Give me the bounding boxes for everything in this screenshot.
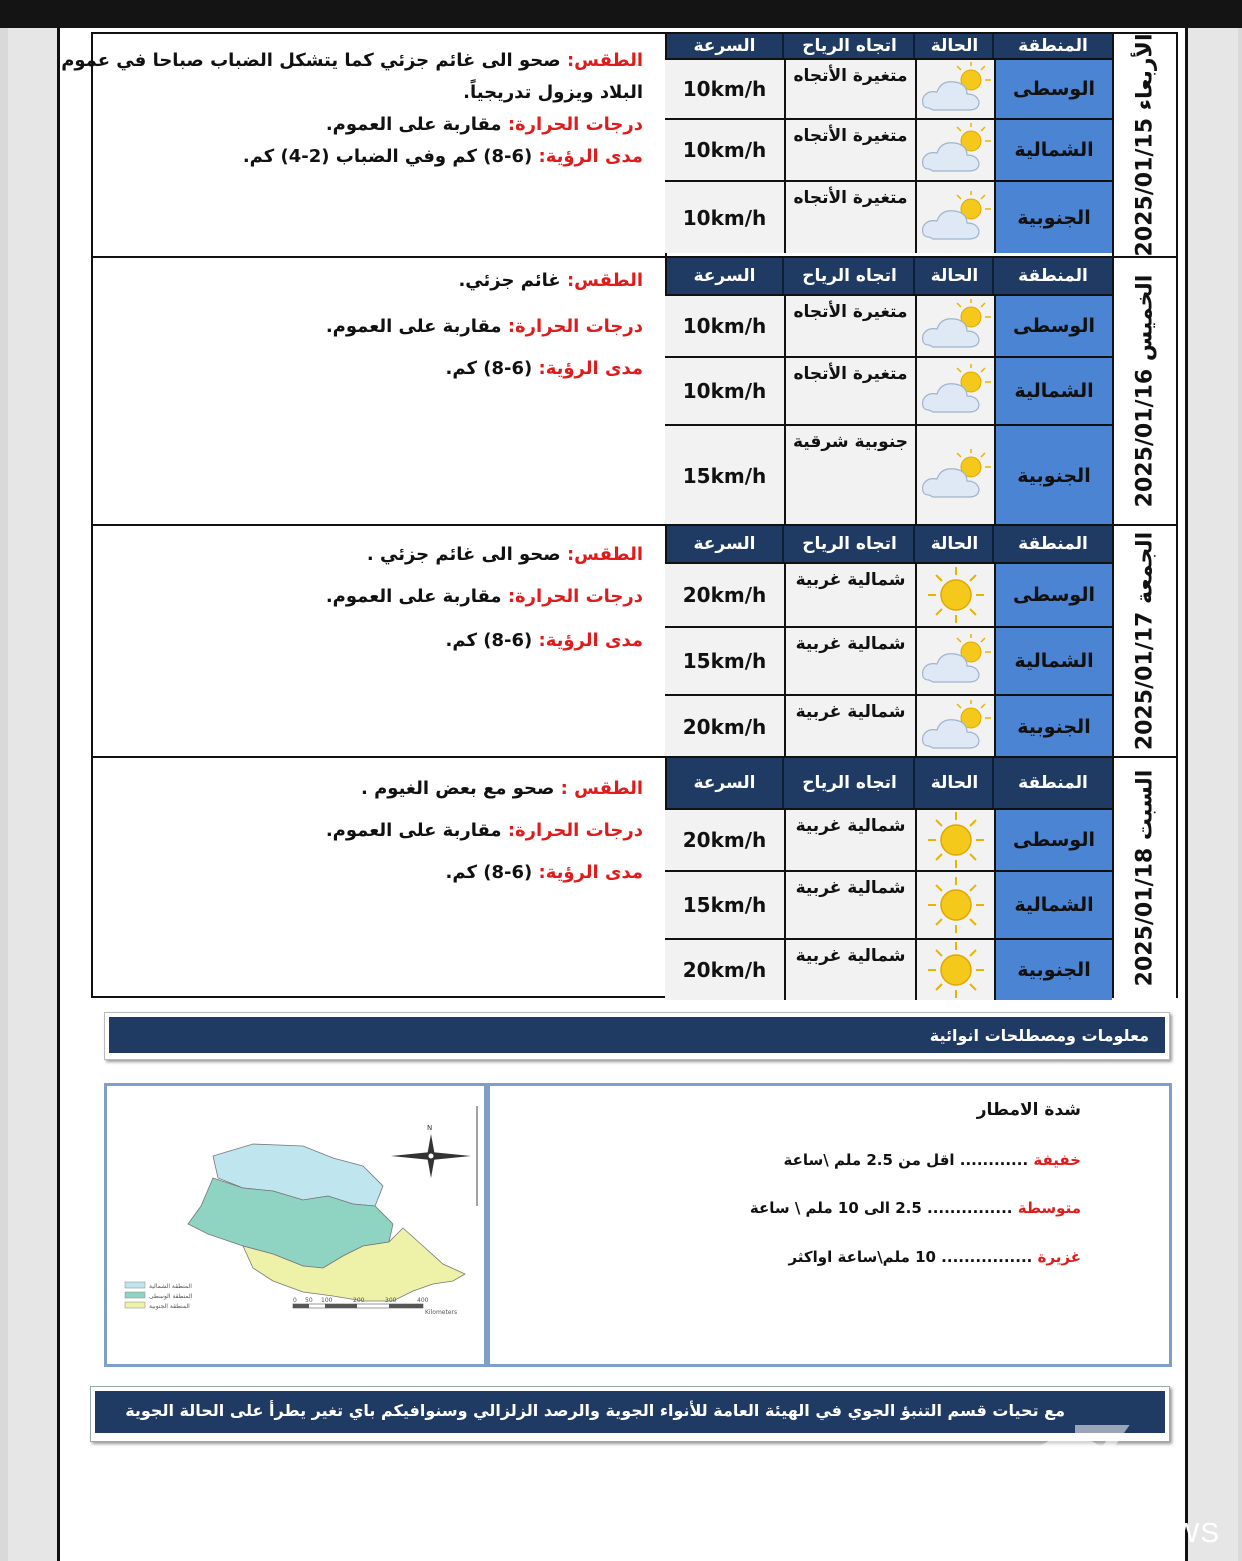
header-state: الحالة: [930, 266, 979, 286]
weather-line: الطقس: غائم جزئي.: [458, 270, 643, 291]
forecast-grid: [665, 526, 1112, 756]
region-cell: الجنوبية: [994, 426, 1112, 526]
wind-direction-cell: شمالية غربية: [784, 872, 915, 938]
svg-text:400: 400: [417, 1297, 429, 1304]
partly-cloudy-icon: [915, 296, 994, 356]
wind-speed-cell: 20km/h: [665, 940, 784, 1000]
header-state: الحالة: [930, 773, 979, 793]
svg-text:0: 0: [293, 1297, 297, 1304]
visibility-line: مدى الرؤية: (6-8) كم.: [445, 630, 643, 651]
wind-speed-cell: 10km/h: [665, 120, 784, 180]
iraq-regions-map: [113, 1096, 478, 1331]
table-row: [667, 562, 1112, 626]
header-wind: اتجاه الرياح: [802, 266, 897, 286]
svg-text:N: N: [427, 1124, 433, 1132]
table-header: [667, 526, 1112, 562]
date-column: [1112, 758, 1176, 998]
region-cell: الشمالية: [994, 872, 1112, 938]
footer-text: مع تحيات قسم التنبؤ الجوي في الهيئة العامة للأنواء الجوية والرصد الزلزالي وسنوافيكم باي تغير يطرأ على الحالة الجوية: [125, 1401, 1065, 1420]
sunny-icon: [915, 810, 994, 870]
day-date: الأربعاء 2025/01/15: [1132, 33, 1158, 257]
date-column: [1112, 526, 1176, 756]
temperature-line: درجات الحرارة: مقاربة على العموم.: [325, 114, 643, 135]
visibility-line: مدى الرؤية: (6-8) كم وفي الضباب (2-4) كم.: [242, 146, 643, 167]
region-cell: الوسطى: [994, 564, 1112, 626]
wind-direction-cell: شمالية غربية: [784, 810, 915, 870]
svg-text:50: 50: [305, 1297, 313, 1304]
wind-direction-cell: متغيرة الأتجاه: [784, 120, 915, 180]
rain-heavy: غزيرة ................ 10 ملم\ساعة اواكثر: [788, 1248, 1081, 1266]
date-column: [1112, 258, 1176, 524]
forecast-day: [93, 256, 1176, 524]
weather-line: الطقس: صحو الى غائم جزئي كما يتشكل الضباب صباحا في عموم: [61, 50, 643, 71]
svg-text:المنطقة الجنوبية: المنطقة الجنوبية: [149, 1303, 190, 1310]
forecast-grid: [665, 34, 1112, 256]
header-wind: اتجاه الرياح: [802, 534, 897, 554]
wind-direction-cell: متغيرة الأتجاه: [784, 296, 915, 356]
wind-speed-cell: 15km/h: [665, 872, 784, 938]
forecast-text: [93, 526, 665, 756]
table-row: [667, 808, 1112, 870]
wind-speed-cell: 10km/h: [665, 296, 784, 356]
svg-text:المنطقة الوسطى: المنطقة الوسطى: [149, 1293, 193, 1300]
weather-line: الطقس : صحو مع بعض الغيوم .: [361, 778, 643, 799]
visibility-line: مدى الرؤية: (6-8) كم.: [445, 358, 643, 379]
forecast-text: [93, 758, 665, 998]
table-header: [667, 258, 1112, 294]
wind-speed-cell: 20km/h: [665, 564, 784, 626]
header-region: المنطقة: [1018, 773, 1088, 793]
svg-text:300: 300: [385, 1297, 397, 1304]
table-row: [667, 58, 1112, 118]
forecast-text: [93, 258, 665, 524]
table-row: [667, 118, 1112, 180]
wind-speed-cell: 15km/h: [665, 628, 784, 694]
header-speed: السرعة: [693, 773, 756, 793]
rain-light: خفيفة ............ اقل من 2.5 ملم \ساعة: [783, 1151, 1081, 1169]
map-legend: [125, 1282, 193, 1310]
forecast-grid: [665, 758, 1112, 998]
wind-speed-cell: 15km/h: [665, 426, 784, 526]
region-cell: الوسطى: [994, 60, 1112, 118]
day-date: السبت 2025/01/18: [1132, 769, 1158, 987]
day-date: الجمعة 2025/01/17: [1132, 531, 1158, 751]
region-cell: الوسطى: [994, 296, 1112, 356]
header-speed: السرعة: [693, 534, 756, 554]
wind-direction-cell: شمالية غربية: [784, 940, 915, 1000]
wind-speed-cell: 20km/h: [665, 696, 784, 758]
region-cell: الجنوبية: [994, 696, 1112, 758]
wind-direction-cell: متغيرة الأتجاه: [784, 182, 915, 253]
table-row: [667, 424, 1112, 526]
header-wind: اتجاه الرياح: [802, 773, 897, 793]
wind-direction-cell: متغيرة الأتجاه: [784, 60, 915, 118]
sunny-icon: [915, 564, 994, 626]
region-cell: الجنوبية: [994, 182, 1112, 253]
info-banner: [104, 1012, 1170, 1060]
weather-line: الطقس: صحو الى غائم جزئي .: [366, 544, 643, 565]
sunny-icon: [915, 872, 994, 938]
forecast-day: [93, 524, 1176, 756]
wind-direction-cell: شمالية غربية: [784, 564, 915, 626]
rain-intensity-title: شدة الامطار: [976, 1100, 1081, 1120]
partly-cloudy-icon: [915, 60, 994, 118]
wind-direction-cell: شمالية غربية: [784, 628, 915, 694]
partly-cloudy-icon: [915, 426, 994, 526]
rain-moderate: متوسطة ............... 2.5 الى 10 ملم \ ساعة: [749, 1199, 1081, 1217]
footer-banner: [90, 1386, 1170, 1442]
temperature-line: درجات الحرارة: مقاربة على العموم.: [325, 820, 643, 841]
forecast-table: [61, 32, 1178, 998]
table-header: [667, 34, 1112, 58]
region-cell: الشمالية: [994, 120, 1112, 180]
header-region: المنطقة: [1018, 534, 1088, 554]
region-cell: الشمالية: [994, 628, 1112, 694]
header-speed: السرعة: [693, 266, 756, 286]
temperature-line: درجات الحرارة: مقاربة على العموم.: [325, 316, 643, 337]
header-speed: السرعة: [693, 36, 756, 56]
table-row: [667, 694, 1112, 758]
sunny-icon: [915, 940, 994, 1000]
temperature-line: درجات الحرارة: مقاربة على العموم.: [325, 586, 643, 607]
top-bar: [0, 0, 1242, 28]
partly-cloudy-icon: [915, 120, 994, 180]
wind-speed-cell: 10km/h: [665, 182, 784, 253]
visibility-line: مدى الرؤية: (6-8) كم.: [445, 862, 643, 883]
partly-cloudy-icon: [915, 182, 994, 253]
wind-speed-cell: 20km/h: [665, 810, 784, 870]
svg-text:Kilometers: Kilometers: [425, 1309, 458, 1316]
compass-icon: [391, 1106, 477, 1206]
header-state: الحالة: [930, 534, 979, 554]
table-row: [667, 294, 1112, 356]
header-state: الحالة: [930, 36, 979, 56]
wind-direction-cell: متغيرة الأتجاه: [784, 358, 915, 424]
region-cell: الوسطى: [994, 810, 1112, 870]
weather-line-2: البلاد ويزول تدريجياً.: [463, 82, 643, 103]
table-row: [667, 626, 1112, 694]
table-row: [667, 870, 1112, 938]
header-region: المنطقة: [1018, 36, 1088, 56]
info-banner-title: معلومات ومصطلحات انوائية: [929, 1026, 1149, 1045]
date-column: [1112, 34, 1176, 256]
wind-speed-cell: 10km/h: [665, 358, 784, 424]
svg-text:200: 200: [353, 1297, 365, 1304]
partly-cloudy-icon: [915, 628, 994, 694]
table-header: [667, 758, 1112, 808]
watermark-text: IQ NEWS: [1132, 1485, 1220, 1548]
table-row: [667, 180, 1112, 253]
forecast-grid: [665, 258, 1112, 524]
region-cell: الجنوبية: [994, 940, 1112, 1000]
legend-box: [104, 1083, 1172, 1367]
table-row: [667, 938, 1112, 1000]
partly-cloudy-icon: [915, 696, 994, 758]
region-cell: الشمالية: [994, 358, 1112, 424]
forecast-day: [93, 756, 1176, 998]
table-row: [667, 356, 1112, 424]
wind-direction-cell: جنوبية شرقية: [784, 426, 915, 526]
svg-text:100: 100: [321, 1297, 333, 1304]
partly-cloudy-icon: [915, 358, 994, 424]
forecast-day: [61, 33, 1176, 257]
forecast-text: [61, 34, 665, 256]
wind-direction-cell: شمالية غربية: [784, 696, 915, 758]
header-wind: اتجاه الرياح: [802, 36, 897, 56]
header-region: المنطقة: [1018, 266, 1088, 286]
svg-text:المنطقة الشمالية: المنطقة الشمالية: [149, 1283, 192, 1290]
day-date: الخميس 2025/01/16: [1132, 274, 1158, 508]
wind-speed-cell: 10km/h: [665, 60, 784, 118]
